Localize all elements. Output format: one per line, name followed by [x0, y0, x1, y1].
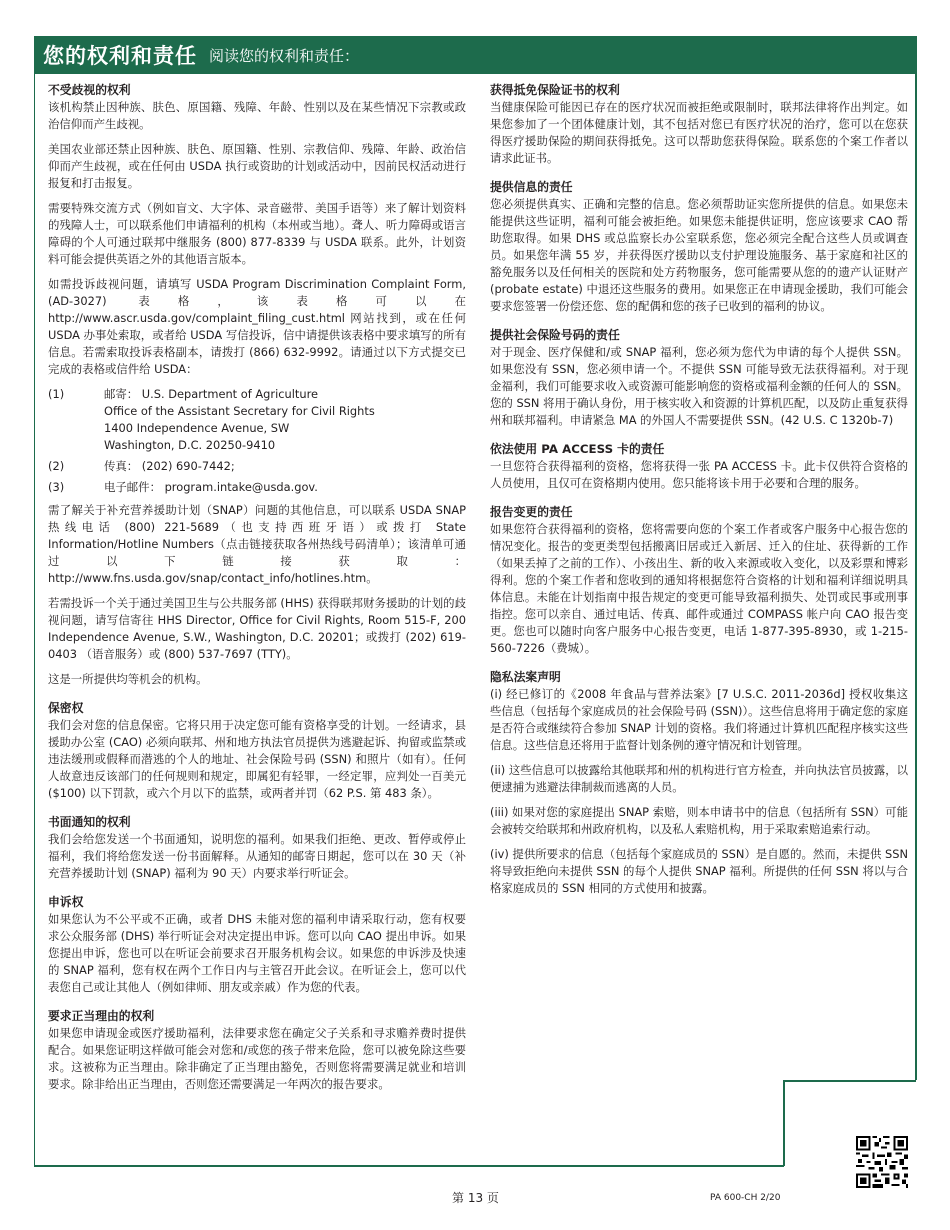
left-column: [48, 82, 466, 1105]
section-written-notice: [48, 814, 466, 882]
paragraph: 对于现金、医疗保健和/或 SNAP 福利，您必须为您代为申请的每个人提供 SSN。如果您没有 SSN，您必须申请一个。不提供 SSN 可能导致无法获得福利。对于现金福利，我们可能要求收入或资源可能影响您的资格或福利金额的任何人的 SSN。您的 SSN 将用于确认身份，用于核实收入和资源的计算机匹配，以及防止重复获得州和联邦福利。申请紧急 MA 的外国人不需要提供 SSN。(42 U.S. C 1320b-7): [490, 345, 908, 427]
paragraph: 若需投诉一个关于通过美国卫生与公共服务部 (HHS) 获得联邦财务援助的计划的歧视问题，请写信寄往 HHS Director, Office for Civil Rights, Room 515-F, 200 Independence Avenue, S.W., Washington, D.C. 20201；或拨打 (202) 619-0403 （语音服务）或 (800) 537-7697 (TTY)。: [48, 596, 466, 661]
section-access-card: [490, 441, 908, 492]
frame-step-vertical: [783, 1080, 785, 1166]
paragraph: 美国农业部还禁止因种族、肤色、原国籍、性别、宗教信仰、残障、年龄、政治信仰而产生歧视，或在任何由 USDA 执行或资助的计划或活动中，因前民权活动进行报复和打击报复。: [48, 142, 466, 190]
section-heading: 隐私法案声明: [490, 670, 561, 684]
paragraph: 我们会给您发送一个书面通知，说明您的福利。如果我们拒绝、更改、暂停或停止福利，我们将给您发送一份书面解释。从通知的邮寄日期起，您可以在 30 天（补充营养援助计划 (SNAP) 福利为 90 天）内要求举行听证会。: [48, 832, 466, 880]
paragraph: 需要特殊交流方式（例如盲文、大字体、录音磁带、美国手语等）来了解计划资料的残障人士，可以联系他们申请福利的机构（本州或当地）。聋人、听力障碍或语言障碍的个人可通过联邦中继服务 (800) 877-8339 与 USDA 联系。此外，计划资料可能会提供英语之外的其他语言版本。: [48, 201, 466, 266]
list-item: [48, 458, 466, 475]
section-heading: 报告变更的责任: [490, 505, 573, 519]
form-number: PA 600-CH 2/20: [710, 1193, 781, 1203]
frame-step: [783, 1080, 916, 1082]
frame-right-edge: [915, 36, 917, 1080]
address-line: 邮寄： U.S. Department of Agriculture: [104, 387, 319, 401]
section-heading: 保密权: [48, 701, 84, 715]
paragraph: (i) 经已修订的《2008 年食品与营养法案》[7 U.S.C. 2011-2036d] 授权收集这些信息（包括每个家庭成员的社会保险号码 (SSN)）。这些信息将用于确定您的家庭是否符合或继续符合参加 SNAP 计划的资格。我们将通过计算机匹配程序核实这些信息。这些信息还将用于监督计划条例的遵守情况和计划管理。: [490, 687, 908, 752]
contact-list: [48, 386, 466, 496]
address-line: Washington, D.C. 20250-9410: [104, 438, 276, 452]
paragraph: 一旦您符合获得福利的资格，您将获得一张 PA ACCESS 卡。此卡仅供符合资格的人员使用，且仅可在资格期内使用。您只能将该卡用于必要和合理的服务。: [490, 459, 908, 490]
section-heading: 不受歧视的权利: [48, 83, 131, 97]
paragraph: 需了解关于补充营养援助计划（SNAP）问题的其他信息，可以联系 USDA SNAP 热线电话 (800) 221-5689（也支持西班牙语）或拨打 State Information/Hotline Numbers（点击链接获取各州热线号码清单）；该清单可通过以下链接获取：http://www.fns.usda.gov/snap/contact_info/hotlines.htm。: [48, 503, 466, 585]
paragraph: 如果您申请现金或医疗援助福利，法律要求您在确定父子关系和寻求赡养费时提供配合。如果您证明这样做可能会对您和/或您的孩子带来危险，您可以被免除这些要求。这被称为正当理由。除非确定了正当理由豁免，否则您将需要满足就业和培训要求。除非给出正当理由，否则您还需要满足一年两次的报告要求。: [48, 1026, 466, 1091]
section-certificate: [490, 82, 908, 167]
paragraph: 该机构禁止因种族、肤色、原国籍、残障、年龄、性别以及在某些情况下宗教或政治信仰而产生歧视。: [48, 100, 466, 131]
paragraph: (ii) 这些信息可以披露给其他联邦和州的机构进行官方检查，并向执法官员披露，以便逮捕为逃避法律制裁而逃离的人员。: [490, 763, 908, 794]
page-subtitle: 阅读您的权利和责任：: [209, 46, 360, 65]
paragraph: 如果您认为不公平或不正确，或者 DHS 未能对您的福利申请采取行动，您有权要求公众服务部 (DHS) 举行听证会对决定提出申诉。您可以向 CAO 提出申诉。如果您提出申诉，您也可以在听证会前要求召开服务机构会议。如果您的申诉涉及快速的 SNAP 福利，您有权在两个工作日内与主管召开此会议。在听证会上，您可以代表您自己或让其他人（例如律师、朋友或亲戚）作为您的代表。: [48, 912, 466, 994]
paragraph: 如果您符合获得福利的资格，您将需要向您的个案工作者或客户服务中心报告您的情况变化。报告的变更类型包括搬离旧居或迁入新居、迁入的住址、获得新的工作（如果丢掉了之前的工作）、小孩出生、新的收入来源或收入变化，以及彩票和博彩得利。您的个案工作者和您收到的通知将根据您符合资格的计划和福利详细说明具体信息。未能在计划指南中报告规定的变更可能导致福利损失、处罚或民事或刑事指控。您可以亲自、通过电话、传真、邮件或通过 COMPASS 帐户向 CAO 报告变更。您也可以随时向客户服务中心报告变更，电话 1-877-395-8930，或 1-215-560-7226（费城）。: [490, 522, 908, 655]
section-heading: 书面通知的权利: [48, 815, 131, 829]
paragraph: (iii) 如果对您的家庭提出 SNAP 索赔，则本申请书中的信息（包括所有 SSN）可能会被转交给联邦和州政府机构，以及私人索赔机构，用于采取索赔追索行动。: [490, 805, 908, 836]
frame-bottom-edge: [34, 1165, 784, 1167]
qr-code-icon: [856, 1136, 908, 1188]
section-heading: 要求正当理由的权利: [48, 1009, 155, 1023]
email-line: 电子邮件： program.intake@usda.gov.: [104, 480, 318, 494]
section-provide-info: [490, 179, 908, 315]
paragraph: 当健康保险可能因已存在的医疗状况而被拒绝或限制时，联邦法律将作出判定。如果您参加了一个团体健康计划，其不包括对您已有医疗状况的治疗，您可以在您获得医疗援助保险的期间获得抵免。这可以帮助您获得保险。联系您的个案工作者以请求此证书。: [490, 100, 908, 165]
section-heading: 提供社会保险号码的责任: [490, 328, 620, 342]
page-number: 第 13 页: [452, 1191, 499, 1205]
list-number: (1): [48, 387, 65, 401]
list-item: [48, 479, 466, 496]
section-report-changes: [490, 504, 908, 657]
section-good-cause: [48, 1008, 466, 1093]
list-number: (2): [48, 459, 65, 473]
list-item: [48, 386, 466, 454]
page-header: [34, 36, 916, 74]
paragraph: 您必须提供真实、正确和完整的信息。您必须帮助证实您所提供的信息。如果您未能提供这些证明，福利可能会被拒绝。如果您未能提供证明，您应该要求 CAO 帮助您取得。如果 DHS 或总监察长办公室联系您，您必须完全配合这些人员或调查员。如果您年满 55 岁，并获得医疗援助以支付护理设施服务、基于家庭和社区的豁免服务以及任何相关的医院和处方药物服务，您可能需要从您的的遗产认证财产 (probate estate) 中退还这些服务的费用。如果您正在申请现金援助，我们可能会要求您签署一份偿还您、您的配偶和您的孩子已收到的福利的协议。: [490, 197, 908, 313]
list-number: (3): [48, 480, 65, 494]
section-confidentiality: [48, 700, 466, 802]
section-privacy: [490, 669, 908, 897]
fax-line: 传真： (202) 690-7442;: [104, 459, 235, 473]
paragraph: 如需投诉歧视问题，请填写 USDA Program Discrimination Complaint Form, (AD-3027) 表格，该表格可以在 http://www.ascr.usda.gov/complaint_filing_cust.html 网站找到，或在任何 USDA 办事处索取，或者给 USDA 写信投诉，信中请提供该表格中要求填写的所有信息。若需索取投诉表格副本，请拨打 (866) 632-9992。请通过以下方式提交已完成的表格或信件给 USDA：: [48, 277, 466, 376]
paragraph: 我们会对您的信息保密。它将只用于决定您可能有资格享受的计划。一经请求，县援助办公室 (CAO) 必须向联邦、州和地方执法官员提供为逃避起诉、拘留或监禁或违法缓刑或假释而潜逃的个人的地址、社会保险号码 (SSN) 和照片（如有）。任何人故意违反该部门的任何规则和规定，即属犯有轻罪，一经定罪，应判处一百美元 ($100) 以下罚款，或六个月以下的监禁，或两者并罚（62 P.S. 第 483 条）。: [48, 718, 466, 800]
section-ssn: [490, 327, 908, 429]
paragraph: 这是一所提供均等机会的机构。: [48, 672, 208, 686]
section-nondiscrimination: [48, 82, 466, 688]
page-title: 您的权利和责任: [43, 44, 197, 68]
right-column: [490, 82, 908, 909]
paragraph: (iv) 提供所要求的信息（包括每个家庭成员的 SSN）是自愿的。然而，未提供 SSN 将导致拒绝向未提供 SSN 的每个人提供 SNAP 福利。所提供的任何 SSN 将以与合格家庭成员的 SSN 相同的方式使用和披露。: [490, 847, 908, 895]
list-body: [104, 386, 466, 454]
section-heading: 提供信息的责任: [490, 180, 573, 194]
address-line: 1400 Independence Avenue, SW: [104, 421, 290, 435]
address-line: Office of the Assistant Secretary for Civil Rights: [104, 404, 375, 418]
section-heading: 申诉权: [48, 895, 84, 909]
section-heading: 依法使用 PA ACCESS 卡的责任: [490, 442, 665, 456]
section-appeal: [48, 894, 466, 996]
section-heading: 获得抵免保险证书的权利: [490, 83, 620, 97]
